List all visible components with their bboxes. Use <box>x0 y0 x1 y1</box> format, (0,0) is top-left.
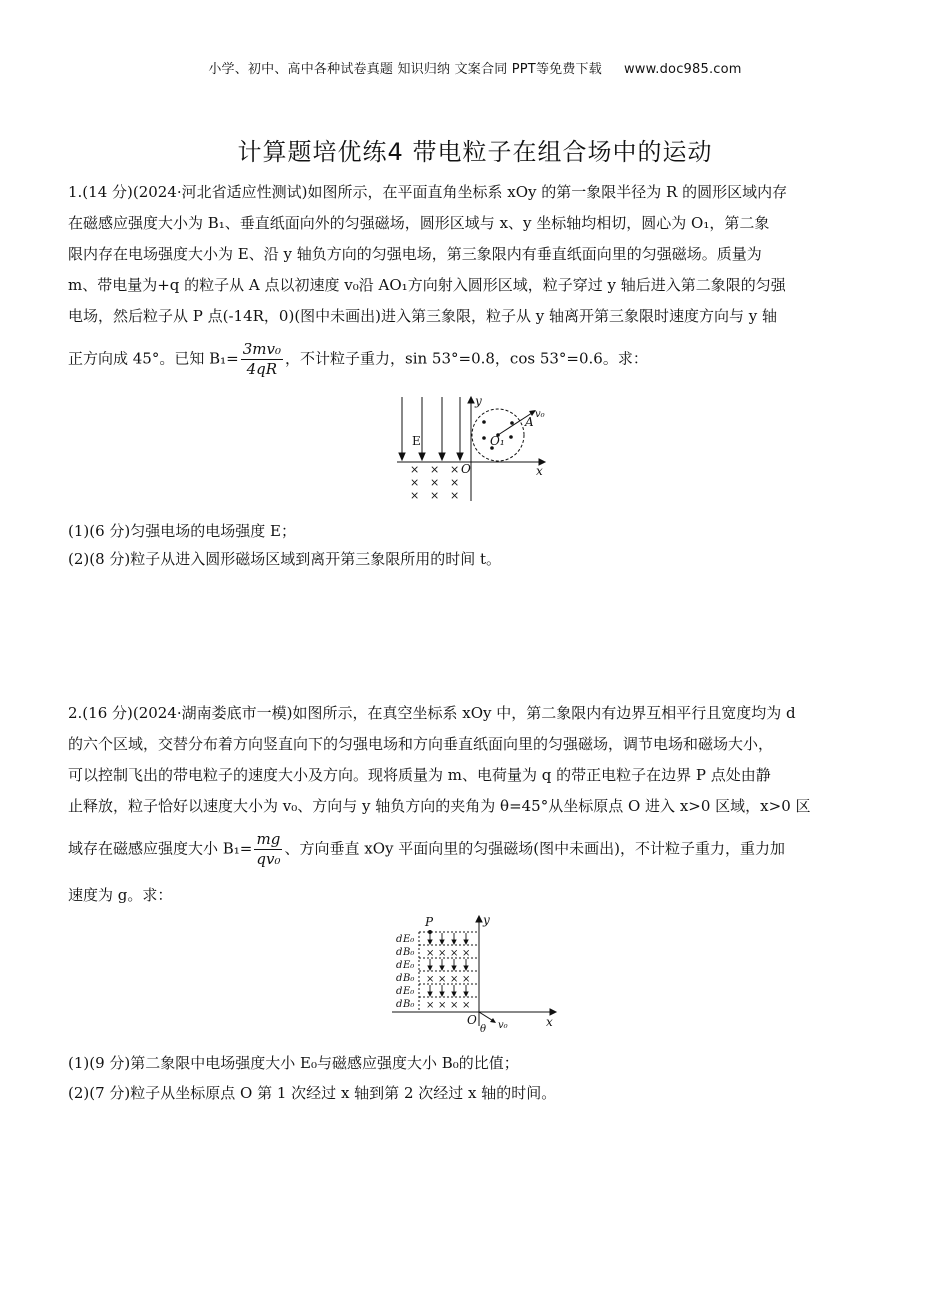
q1-line-2: 在磁感应强度大小为 B₁、垂直纸面向外的匀强磁场，圆形区域与 x、y 坐标轴均相切，圆心为 O₁，第二象 <box>68 214 770 232</box>
q1-fig-x: x <box>536 464 543 478</box>
svg-text:×: × <box>438 1000 447 1011</box>
q1-frac-den: 4qR <box>246 360 278 378</box>
page-title: 计算题培优练4 带电粒子在组合场中的运动 <box>237 138 713 166</box>
q1-line-6 <box>68 340 888 379</box>
q2-line-6: 速度为 g。求： <box>68 886 173 904</box>
q2-frac-den: qv₀ <box>256 850 281 868</box>
q2-fraction <box>254 830 282 869</box>
q1-fig-A: A <box>525 415 534 429</box>
q1-sub-2: (2)(8 分)粒子从进入圆形磁场区域到离开第三象限所用的时间 t。 <box>68 550 502 568</box>
q1-figure <box>395 393 555 505</box>
q2-sub-2: (2)(7 分)粒子从坐标原点 O 第 1 次经过 x 轴到第 2 次经过 x 轴的时间。 <box>68 1084 557 1102</box>
svg-text:×: × <box>450 1000 459 1011</box>
svg-text:×: × <box>450 489 460 502</box>
q1-line-4: m、带电量为+q 的粒子从 A 点以初速度 v₀沿 AO₁方向射入圆形区域，粒子穿过 y 轴后进入第二象限的匀强 <box>68 276 786 294</box>
svg-text:×: × <box>410 476 420 489</box>
svg-text:×: × <box>426 1000 435 1011</box>
q2-fig-x: x <box>546 1015 553 1029</box>
q1-fig-y: y <box>475 394 482 408</box>
q2-fig-E0-2: E₀ <box>403 960 415 971</box>
q1-fraction <box>241 340 283 379</box>
svg-text:×: × <box>450 974 459 985</box>
page-header <box>0 58 950 77</box>
q2-fig-d-1: d <box>396 934 403 945</box>
svg-text:×: × <box>450 476 460 489</box>
q2-fig-d-4: d <box>396 973 403 984</box>
q2-line-1: 2.(16 分)(2024·湖南娄底市一模)如图所示，在真空坐标系 xOy 中，第二象限内有边界互相平行且宽度均为 d <box>68 704 796 722</box>
header-text: 小学、初中、高中各种试卷真题 知识归纳 文案合同 PPT等免费下载 <box>208 62 602 77</box>
svg-text:×: × <box>426 974 435 985</box>
q2-fig-v0: v₀ <box>498 1020 508 1031</box>
svg-text:×: × <box>450 948 459 959</box>
q1-fig-O: O <box>461 462 471 476</box>
q2-line-4: 止释放，粒子恰好以速度大小为 v₀、方向与 y 轴负方向的夹角为 θ=45°从坐标原点 O 进入 x>0 区域，x>0 区 <box>68 797 811 815</box>
q1-line-6a: 正方向成 45°。已知 B₁= <box>68 349 239 368</box>
svg-text:×: × <box>430 489 440 502</box>
q2-frac-num: mg <box>254 830 282 850</box>
q1-line-1: 1.(14 分)(2024·河北省适应性测试)如图所示，在平面直角坐标系 xOy 的第一象限半径为 R 的圆形区域内存 <box>68 183 788 201</box>
svg-text:×: × <box>430 476 440 489</box>
svg-text:×: × <box>410 463 420 476</box>
svg-text:×: × <box>410 489 420 502</box>
q1-line-3: 限内存在电场强度大小为 E、沿 y 轴负方向的匀强电场，第三象限内有垂直纸面向里的匀强磁场。质量为 <box>68 245 762 263</box>
svg-text:×: × <box>462 948 471 959</box>
q2-sub-1: (1)(9 分)第二象限中电场强度大小 E₀与磁感应强度大小 B₀的比值； <box>68 1054 519 1072</box>
svg-text:×: × <box>462 974 471 985</box>
q1-fig-E: E <box>412 434 421 448</box>
q2-fig-B0-1: B₀ <box>403 947 415 958</box>
svg-text:×: × <box>426 948 435 959</box>
q2-fig-P: P <box>425 915 434 929</box>
q2-fig-d-6: d <box>396 999 403 1010</box>
q2-line-2: 的六个区域，交替分布着方向竖直向下的匀强电场和方向垂直纸面向里的匀强磁场，调节电场和磁场大小， <box>68 735 774 753</box>
q2-fig-d-3: d <box>396 960 403 971</box>
svg-text:×: × <box>438 974 447 985</box>
q2-line-5a: 域存在磁感应强度大小 B₁= <box>68 839 253 858</box>
q2-fig-theta: θ <box>480 1024 487 1034</box>
q2-fig-d-2: d <box>396 947 403 958</box>
q2-line-5 <box>68 830 888 869</box>
svg-text:×: × <box>438 948 447 959</box>
q1-line-5: 电场，然后粒子从 P 点(-14R，0)(图中未画出)进入第三象限，粒子从 y 轴离开第三象限时速度方向与 y 轴 <box>68 307 778 325</box>
q2-figure <box>392 914 562 1034</box>
q1-sub-1: (1)(6 分)匀强电场的电场强度 E； <box>68 522 296 540</box>
q1-fig-O1: O₁ <box>490 434 505 448</box>
q1-fig-v0: v₀ <box>535 409 545 420</box>
q2-fig-E0-3: E₀ <box>403 986 415 997</box>
q2-fig-B0-2: B₀ <box>403 973 415 984</box>
q1-line-6b: ，不计粒子重力，sin 53°=0.8，cos 53°=0.6。求： <box>285 349 648 368</box>
q2-line-5b: 、方向垂直 xOy 平面向里的匀强磁场(图中未画出)，不计粒子重力，重力加 <box>284 839 785 858</box>
q2-fig-E0-1: E₀ <box>403 934 415 945</box>
q2-fig-y: y <box>483 914 490 927</box>
q2-fig-B0-3: B₀ <box>403 999 415 1010</box>
q2-fig-d-5: d <box>396 986 403 997</box>
q2-line-3: 可以控制飞出的带电粒子的速度大小及方向。现将质量为 m、电荷量为 q 的带正电粒子在边界 P 点处由静 <box>68 766 771 784</box>
header-url: www.doc985.com <box>623 62 742 77</box>
q1-frac-num: 3mv₀ <box>242 340 281 358</box>
svg-text:×: × <box>430 463 440 476</box>
svg-text:×: × <box>462 1000 471 1011</box>
q2-fig-O: O <box>467 1013 477 1027</box>
svg-text:×: × <box>450 463 460 476</box>
